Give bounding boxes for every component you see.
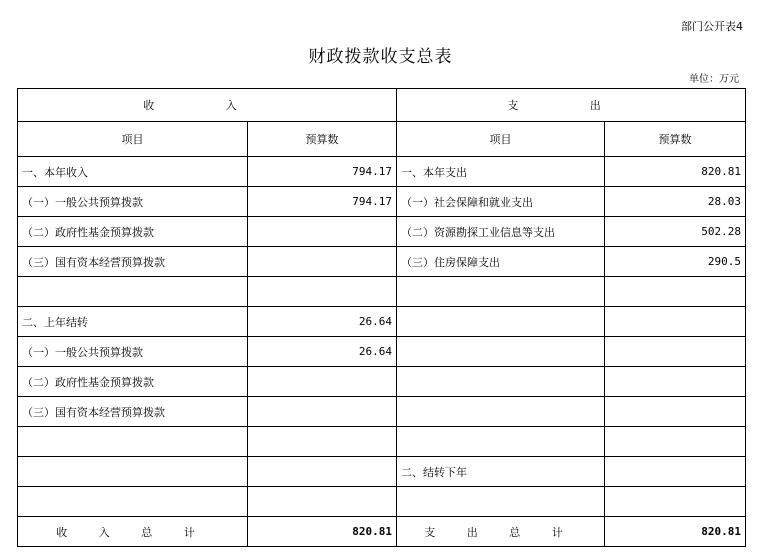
income-item-header: 项目 (18, 122, 248, 157)
table-body (18, 89, 746, 157)
expense-item-cell: （一）社会保障和就业支出 (397, 187, 605, 217)
expense-value-cell: 820.81 (605, 157, 746, 187)
section-header-row (18, 89, 746, 122)
totals-row (18, 517, 746, 547)
income-value-cell (248, 427, 397, 457)
finance-table (17, 88, 746, 547)
expense-value-cell: 28.03 (605, 187, 746, 217)
table-row (18, 367, 746, 397)
income-value-cell: 794.17 (248, 157, 397, 187)
income-value-cell: 26.64 (248, 337, 397, 367)
income-value-cell: 26.64 (248, 307, 397, 337)
expense-item-cell (397, 427, 605, 457)
income-item-cell (18, 427, 248, 457)
table-row (18, 307, 746, 337)
income-value-cell (248, 277, 397, 307)
table-row (18, 337, 746, 367)
expense-value-cell (605, 277, 746, 307)
data-rows (18, 157, 746, 517)
income-total-label: 收 入 总 计 (18, 517, 248, 547)
income-item-cell (18, 277, 248, 307)
expense-item-cell (397, 277, 605, 307)
income-value-cell (248, 487, 397, 517)
expense-item-cell (397, 367, 605, 397)
expense-value-cell (605, 397, 746, 427)
expense-item-header: 项目 (397, 122, 605, 157)
expense-header: 支 出 (397, 89, 746, 122)
expense-value-cell: 502.28 (605, 217, 746, 247)
expense-value-cell (605, 487, 746, 517)
income-value-cell (248, 367, 397, 397)
page-title: 财政拨款收支总表 (308, 47, 453, 67)
income-value-cell (248, 217, 397, 247)
income-item-cell: （二）政府性基金预算拨款 (18, 367, 248, 397)
table-row (18, 457, 746, 487)
expense-item-cell (397, 397, 605, 427)
expense-value-cell (605, 457, 746, 487)
expense-item-cell: （二）资源勘探工业信息等支出 (397, 217, 605, 247)
table-row (18, 277, 746, 307)
income-header: 收 入 (18, 89, 397, 122)
expense-value-cell (605, 307, 746, 337)
expense-item-cell (397, 337, 605, 367)
income-item-cell: （一）一般公共预算拨款 (18, 187, 248, 217)
expense-item-cell: 二、结转下年 (397, 457, 605, 487)
income-value-cell (248, 457, 397, 487)
income-item-cell (18, 457, 248, 487)
income-item-cell (18, 487, 248, 517)
expense-total-value: 820.81 (605, 517, 746, 547)
expense-budget-header: 预算数 (605, 122, 746, 157)
table-row (18, 247, 746, 277)
table-row (18, 187, 746, 217)
unit-label: 单位：万元 (689, 74, 739, 85)
form-number: 部门公开表4 (681, 20, 743, 33)
income-value-cell: 794.17 (248, 187, 397, 217)
income-item-cell: （三）国有资本经营预算拨款 (18, 247, 248, 277)
table-row (18, 427, 746, 457)
expense-value-cell (605, 427, 746, 457)
income-item-cell: 二、上年结转 (18, 307, 248, 337)
income-item-cell: 一、本年收入 (18, 157, 248, 187)
expense-value-cell (605, 337, 746, 367)
table-row (18, 217, 746, 247)
income-total-value: 820.81 (248, 517, 397, 547)
income-value-cell (248, 247, 397, 277)
expense-item-cell: （三）住房保障支出 (397, 247, 605, 277)
expense-item-cell: 一、本年支出 (397, 157, 605, 187)
income-item-cell: （二）政府性基金预算拨款 (18, 217, 248, 247)
income-item-cell: （三）国有资本经营预算拨款 (18, 397, 248, 427)
income-value-cell (248, 397, 397, 427)
income-budget-header: 预算数 (248, 122, 397, 157)
income-item-cell: （一）一般公共预算拨款 (18, 337, 248, 367)
expense-value-cell (605, 367, 746, 397)
expense-total-label: 支 出 总 计 (397, 517, 605, 547)
expense-item-cell (397, 307, 605, 337)
table-row (18, 487, 746, 517)
table-row (18, 397, 746, 427)
column-header-row (18, 122, 746, 157)
table-row (18, 157, 746, 187)
expense-item-cell (397, 487, 605, 517)
expense-value-cell: 290.5 (605, 247, 746, 277)
